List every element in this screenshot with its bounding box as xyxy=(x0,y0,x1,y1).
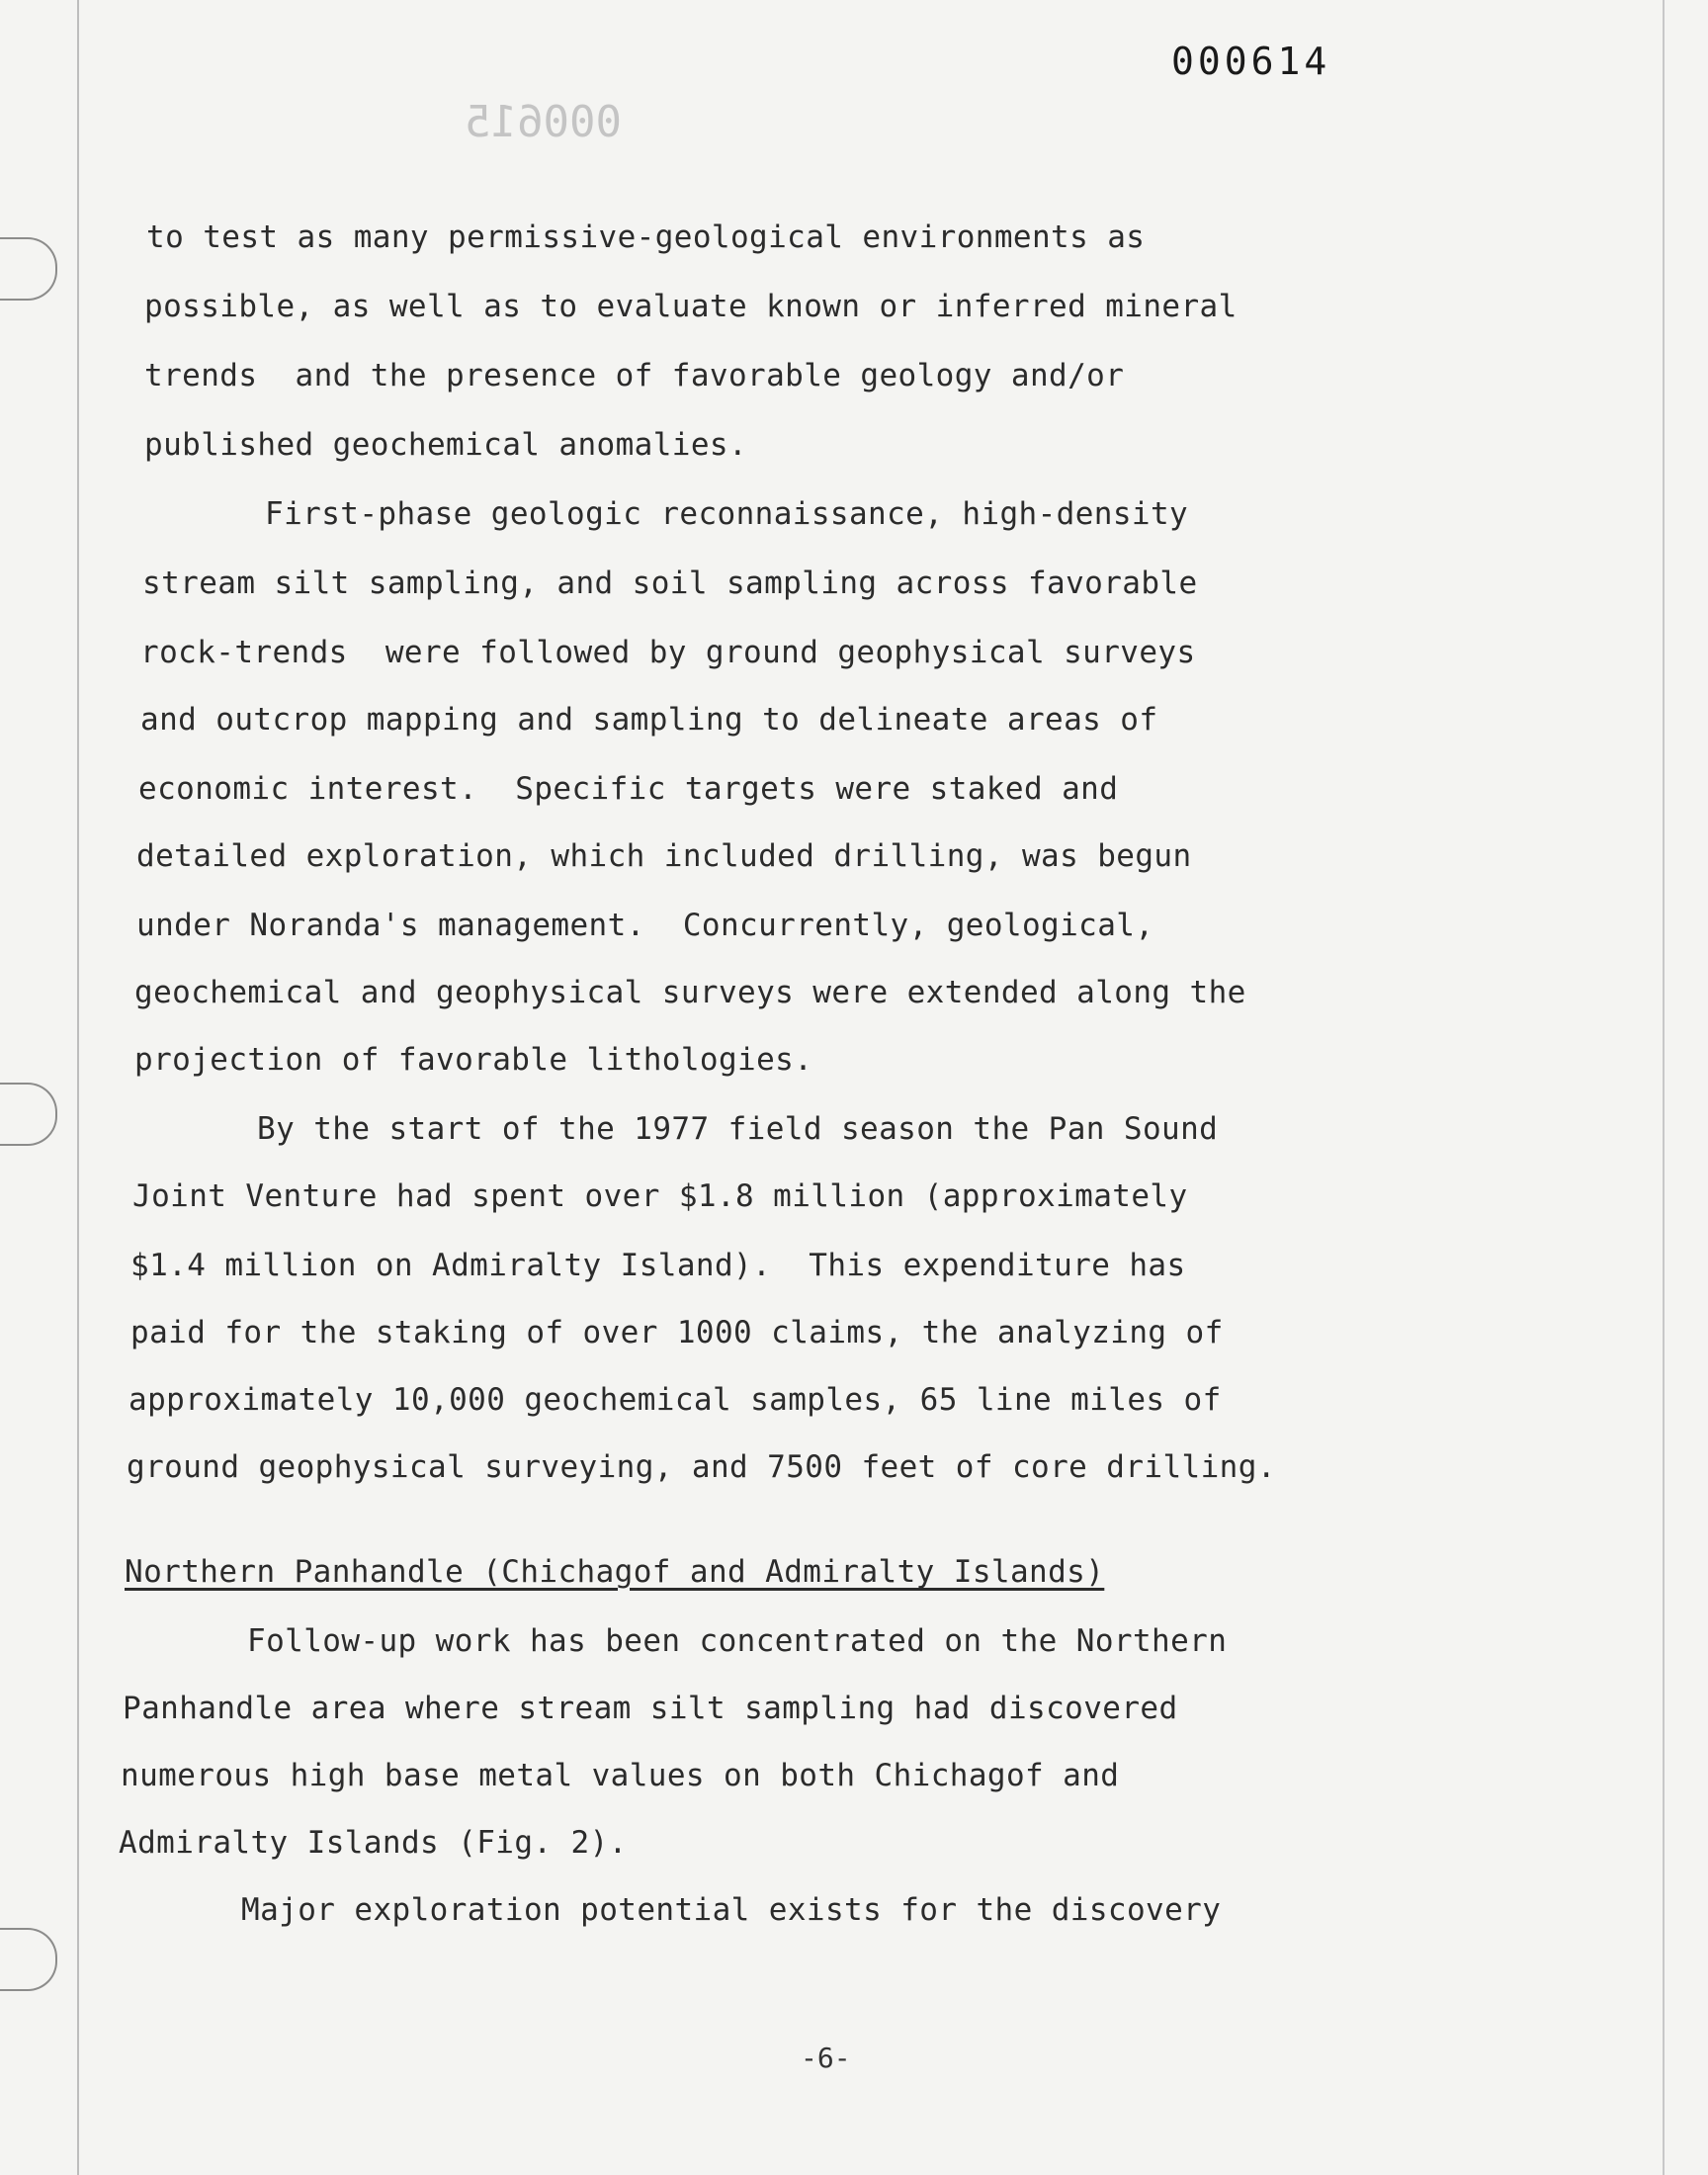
text-line: and outcrop mapping and sampling to delineate areas of xyxy=(140,702,1158,738)
text-line: numerous high base metal values on both Chichagof and xyxy=(121,1758,1120,1793)
text-line: rock-trends were followed by ground geophysical surveys xyxy=(140,635,1196,670)
text-line: economic interest. Specific targets were staked and xyxy=(138,771,1119,807)
page-left-edge xyxy=(77,0,79,2175)
text-line: detailed exploration, which included drilling, was begun xyxy=(136,838,1192,874)
text-line: trends and the presence of favorable geology and/or xyxy=(144,358,1125,393)
ghost-document-number: 000615 xyxy=(465,97,622,147)
text-line: stream silt sampling, and soil sampling across favorable xyxy=(142,566,1198,601)
text-line: ground geophysical surveying, and 7500 feet of core drilling. xyxy=(127,1449,1276,1485)
text-line: $1.4 million on Admiralty Island). This expenditure has xyxy=(130,1248,1186,1283)
text-line: Panhandle area where stream silt sampling had discovered xyxy=(123,1691,1178,1726)
page-right-edge xyxy=(1663,0,1665,2175)
binder-hole-middle xyxy=(0,1083,57,1146)
text-line: published geochemical anomalies. xyxy=(144,427,748,463)
text-line: to test as many permissive-geological environments as xyxy=(146,219,1146,255)
text-line: projection of favorable lithologies. xyxy=(134,1042,813,1078)
section-heading: Northern Panhandle (Chichagof and Admiralty Islands) xyxy=(125,1554,1105,1590)
text-line: paid for the staking of over 1000 claims, the analyzing of xyxy=(130,1315,1224,1350)
text-line: By the start of the 1977 field season the Pan Sound xyxy=(257,1111,1219,1147)
text-line: Admiralty Islands (Fig. 2). xyxy=(119,1825,628,1861)
text-line: Follow-up work has been concentrated on the Northern xyxy=(247,1623,1228,1659)
binder-hole-top xyxy=(0,237,57,301)
binder-hole-bottom xyxy=(0,1928,57,1991)
text-line: Joint Venture had spent over $1.8 million (approximately xyxy=(132,1178,1188,1214)
text-line: First-phase geologic reconnaissance, high-density xyxy=(265,496,1189,532)
document-number: 000614 xyxy=(1171,40,1331,83)
text-line: Major exploration potential exists for the discovery xyxy=(241,1892,1222,1928)
page-number: -6- xyxy=(801,2042,851,2074)
text-line: under Noranda's management. Concurrently, geological, xyxy=(136,908,1154,943)
text-line: geochemical and geophysical surveys were extended along the xyxy=(134,975,1246,1010)
text-line: possible, as well as to evaluate known or inferred mineral xyxy=(144,289,1238,324)
text-line: approximately 10,000 geochemical samples, 65 line miles of xyxy=(128,1382,1222,1418)
